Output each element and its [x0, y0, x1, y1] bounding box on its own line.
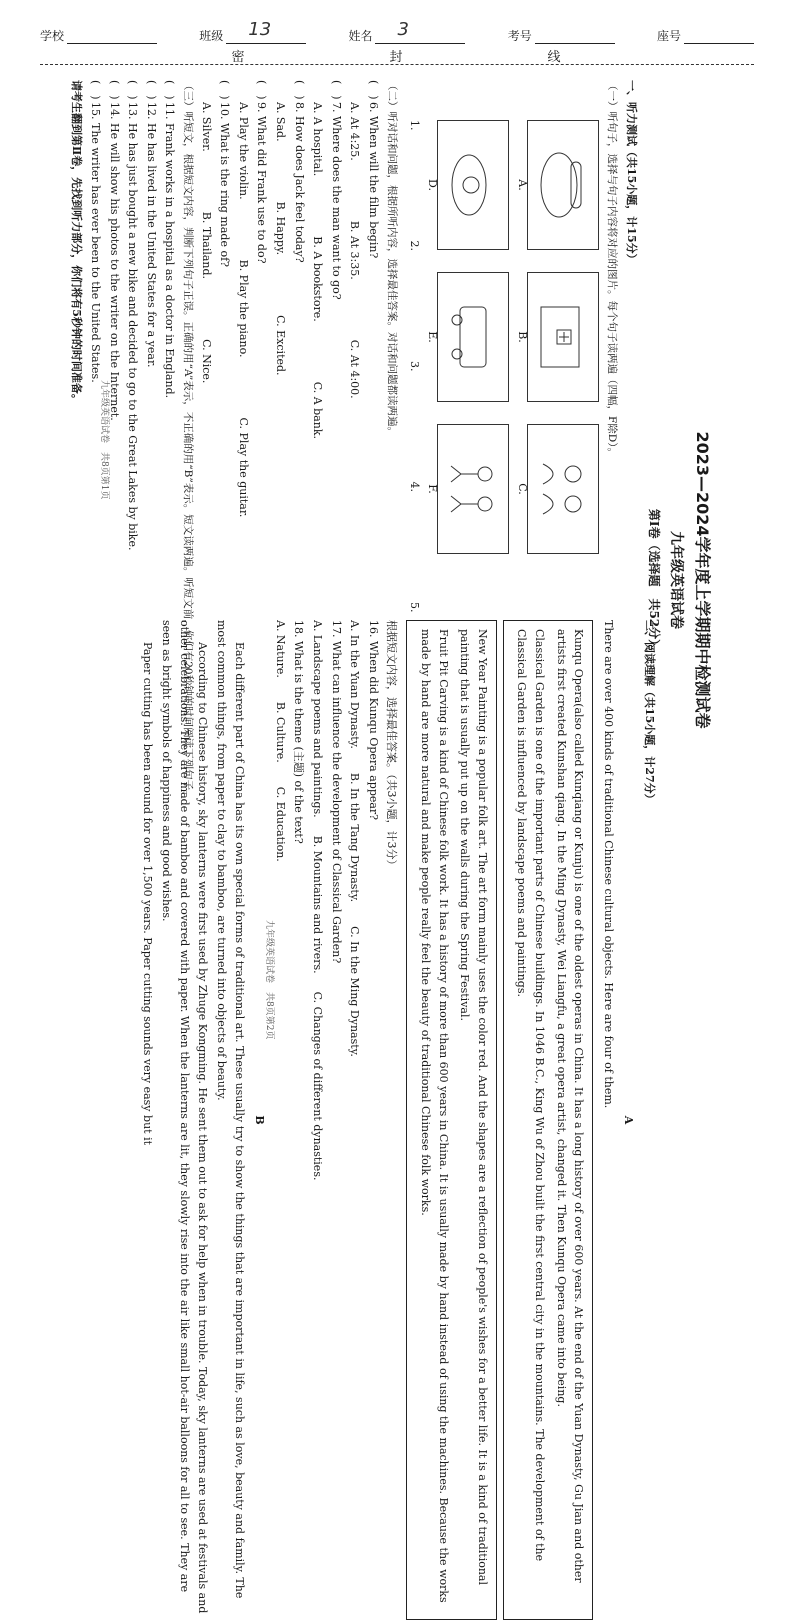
class-field [199, 19, 306, 44]
picture-c-label: C. [516, 483, 530, 495]
listening-heading: 一、听力测试（共15小题，计15分） [624, 80, 638, 265]
bus-icon [446, 292, 501, 382]
school-line[interactable] [67, 29, 157, 44]
exam-page-2 [140, 620, 660, 1620]
option[interactable]: A. Sad. [274, 102, 288, 142]
picture-f [426, 424, 509, 554]
class-label: 班级 [199, 29, 224, 43]
class-handwriting: 13 [248, 19, 272, 40]
option[interactable]: A. At 4:25. [348, 102, 362, 161]
tf-item: ( )14. He will show his photos to the writer on the Internet. [107, 80, 121, 421]
passage-box-1 [503, 620, 593, 1620]
final-note: 请考生翻到第Ⅱ卷，先找到听力部分，你们将有5秒钟的时间准备。 [70, 80, 84, 405]
question-6: ( )6. When will the film begin? A. At 4:25. B. At 3:35. C. At 4:00. [346, 80, 382, 1080]
picture-a [516, 120, 599, 250]
question-18 [271, 620, 307, 1620]
option[interactable]: A. Silver. [199, 102, 213, 152]
tf-item: ( )15. The writer has ever been to the United States. [88, 80, 102, 383]
exam-header [40, 18, 754, 70]
question-8: ( )8. How does Jack feel today? A. Sad. B. Happy. C. Excited. [271, 80, 307, 1080]
reading-heading: 二、阅读理解（共15小题，计27分） [643, 620, 656, 805]
option[interactable]: B. A bookstore. [311, 236, 325, 322]
passage-b-label: B [253, 1115, 267, 1125]
tf-item: ( )12. He has lived in the United States for a year. [144, 80, 158, 368]
picture-e [426, 272, 509, 402]
name-label: 姓名 [348, 29, 373, 43]
passage-a-intro: There are over 400 kinds of traditional Chinese cultural objects. Here are four of them. [601, 620, 615, 1109]
painting-paragraph: New Year Painting is a popular folk art. The art form mainly uses the color red. And the shapes are a reflection of people's wishes for a better life. It is a kind of traditional painting that is usually put up on the walls during the Spring Festival. [458, 629, 489, 1586]
listening-section-2: （二）听对话和问题，根据所听内容，选择最佳答案。对话和问题都读两遍。 [385, 80, 398, 437]
passage-b-para-1: Each different part of China has its own special forms of traditional art. These usually try to show the things that are important in life, such as love, beauty and family. The most common things, from paper to clay to bamboo, are turned into objects of beauty. [215, 620, 246, 1599]
carving-paragraph: Fruit Pit Carving is a kind of Chinese folk work. It has a history of more than 600 years in China. It is usually made by hand instead of using the machines. Because the works made by hand are more natural and make people really feel the beauty of traditional Chinese folk works. [419, 629, 450, 1603]
hospital-icon [536, 292, 591, 382]
children-icon [446, 444, 501, 534]
listening-section-1: （一）听句子，选择与句子内容将对应的图片。每个句子读两遍（四幅，F除D）。 [606, 80, 619, 458]
option[interactable]: B. Happy. [274, 201, 288, 256]
option[interactable]: C. Nice. [199, 339, 213, 384]
tf-14: 14. He will show his photos to the writer on the Internet. [107, 102, 121, 421]
school-field [40, 27, 157, 44]
picture-b-label: B. [516, 331, 530, 343]
question-6-stem: 6. When will the film begin? [367, 102, 381, 259]
telephone-icon [536, 140, 591, 230]
exam-no-label: 考号 [507, 29, 532, 43]
volume-heading: 第Ⅰ卷（选择题 共52分） [647, 508, 662, 652]
name-handwriting: 3 [397, 19, 409, 40]
option[interactable]: C. Play the guitar. [236, 417, 250, 518]
question-18-stem: 18. What is the theme (主题) of the text? [292, 620, 306, 844]
page-1-footer: 九年级英语试卷 共8页第1页 [99, 380, 110, 500]
reading-q-instruction: 根据短文内容，选择最佳答案。（共3小题，计3分） [385, 620, 399, 871]
option[interactable]: B. Thailand. [199, 211, 213, 280]
garden-paragraph: Classical Garden is one of the important parts of Chinese buildings. In 1046 B.C., King Wu of Zhou built the first central city in the mountains. The development of the Classical Garden is influenced by landscape poems and paintings. [515, 629, 547, 1562]
option[interactable]: C. Changes of different dynasties. [311, 991, 325, 1181]
seal-word-1: 密 [231, 50, 247, 65]
kunqu-paragraph: Kunqu Opera(also called Kunqiang or Kunju) is one of the oldest operas in China. It has a long history of over 600 years. At the end of the Yuan Dynasty, Gu Jian and other artists first created Kunshan qiang. In the Ming Dynasty, Wei Liangfu, a great opera artist, changed it. Then Kunqu Opera came into being. [554, 629, 586, 1583]
school-label: 学校 [40, 29, 65, 43]
option[interactable]: B. Play the piano. [236, 259, 250, 358]
tf-13: 13. He has just bought a new bike and decided to go to the Great Lakes by bike. [126, 102, 140, 551]
option[interactable]: A. Play the violin. [236, 102, 250, 200]
telephone-icon [446, 140, 501, 230]
option[interactable]: A. Nature. [273, 620, 287, 678]
name-field [348, 19, 465, 44]
seat-line[interactable] [684, 29, 754, 44]
option[interactable]: A. Landscape poems and paintings. [311, 620, 325, 818]
tf-11: 11. Frank works in a hospital as a doctor in England. [163, 102, 177, 399]
passage-a-label: A [622, 1115, 636, 1125]
blank-5[interactable]: 5. [408, 602, 422, 613]
picture-c [516, 424, 599, 554]
option[interactable]: C. Excited. [274, 315, 288, 376]
question-16 [346, 620, 382, 1620]
seal-line-words [40, 46, 754, 65]
exam-title: 2023—2024学年度上学期期中检测试卷 [693, 431, 712, 729]
people-icon [536, 444, 591, 534]
question-7-stem: 7. Where does the man want to go? [329, 102, 343, 300]
picture-b [516, 272, 599, 402]
passage-box-2 [406, 620, 496, 1620]
option[interactable]: B. Culture. [273, 701, 287, 763]
option[interactable]: C. A bank. [311, 381, 325, 440]
student-info-fields [40, 18, 754, 44]
exam-no-line[interactable] [535, 29, 615, 44]
blank-3[interactable]: 3. [408, 361, 422, 372]
seal-word-2: 封 [389, 50, 405, 65]
option[interactable]: C. At 4:00. [348, 339, 362, 399]
seal-dashed-line [40, 64, 754, 65]
tf-item: ( )11. Frank works in a hospital as a doctor in England. [163, 80, 177, 399]
listening-section-3: （三）听短文，根据短文内容，判断下列句子正误。正确的用“A”表示，不正确的用“B”表示。短文读两遍。听短文前，你们有20秒钟的时间阅读下列句子。 [182, 80, 195, 801]
question-7: ( )7. Where does the man want to go? A. A hospital. B. A bookstore. C. A bank. [309, 80, 345, 1080]
question-17-stem: 17. What can influence the development of Classical Garden? [329, 620, 343, 964]
tf-15: 15. The writer has ever been to the United States. [88, 102, 102, 383]
seat-label: 座号 [656, 29, 681, 43]
picture-d-label: D. [426, 179, 440, 191]
seal-word-3: 线 [547, 50, 563, 65]
option[interactable]: B. In the Tang Dynasty. [348, 772, 362, 903]
tf-12: 12. He has lived in the United States for a year. [144, 102, 158, 368]
question-9-stem: 9. What did Frank use to do? [255, 102, 269, 264]
picture-e-label: E. [426, 331, 440, 343]
option[interactable]: A. A hospital. [311, 102, 325, 177]
option[interactable]: B. At 3:35. [348, 220, 362, 280]
passage-b-para-2: According to Chinese history, sky lanterns were first used by Zhuge Kongming. He sent them out to ask for help when in trouble. Today, sky lanterns are used at festivals and other celebrations. They are made of bamboo and covered with paper. When the lanterns are lit, they slowly rise into the air like small hot-air balloons for all to see. They are seen as bright symbols of happiness and good wishes. [160, 620, 209, 1614]
name-line[interactable] [375, 19, 465, 44]
question-9: ( )9. What did Frank use to do? A. Play the violin. B. Play the piano. C. Play the guitar. [234, 80, 270, 1080]
question-17 [309, 620, 345, 1620]
option[interactable]: B. Mountains and rivers. [311, 835, 325, 974]
seat-field [657, 27, 754, 44]
class-line[interactable] [226, 19, 306, 44]
question-10-stem: 10. What is the ring made of? [218, 102, 232, 268]
tf-item: ( )13. He has just bought a new bike and decided to go to the Great Lakes by bike. [126, 80, 140, 551]
picture-d [426, 120, 509, 250]
question-10: ( )10. What is the ring made of? A. Silver. B. Thailand. C. Nice. [197, 80, 233, 1080]
option[interactable]: A. In the Yuan Dynasty. [348, 620, 362, 749]
exam-subtitle: 九年级英语试卷 [668, 531, 685, 629]
picture-a-label: A. [516, 179, 530, 191]
passage-b-para-3: Paper cutting has been around for over 1,500 years. Paper cutting sounds very easy but it [140, 642, 154, 1146]
exam-no-field [508, 27, 615, 44]
option[interactable]: C. Education. [273, 786, 287, 862]
picture-f-label: F. [426, 484, 440, 494]
blank-1[interactable]: 1. [408, 120, 422, 131]
blank-4[interactable]: 4. [408, 481, 422, 492]
blank-2[interactable]: 2. [408, 240, 422, 251]
question-8-stem: 8. How does Jack feel today? [292, 102, 306, 263]
option[interactable]: C. In the Ming Dynasty. [348, 926, 362, 1057]
page-2-footer: 九年级英语试卷 共8页第2页 [264, 920, 275, 1040]
question-16-stem: 16. When did Kunqu Opera appear? [366, 620, 380, 821]
